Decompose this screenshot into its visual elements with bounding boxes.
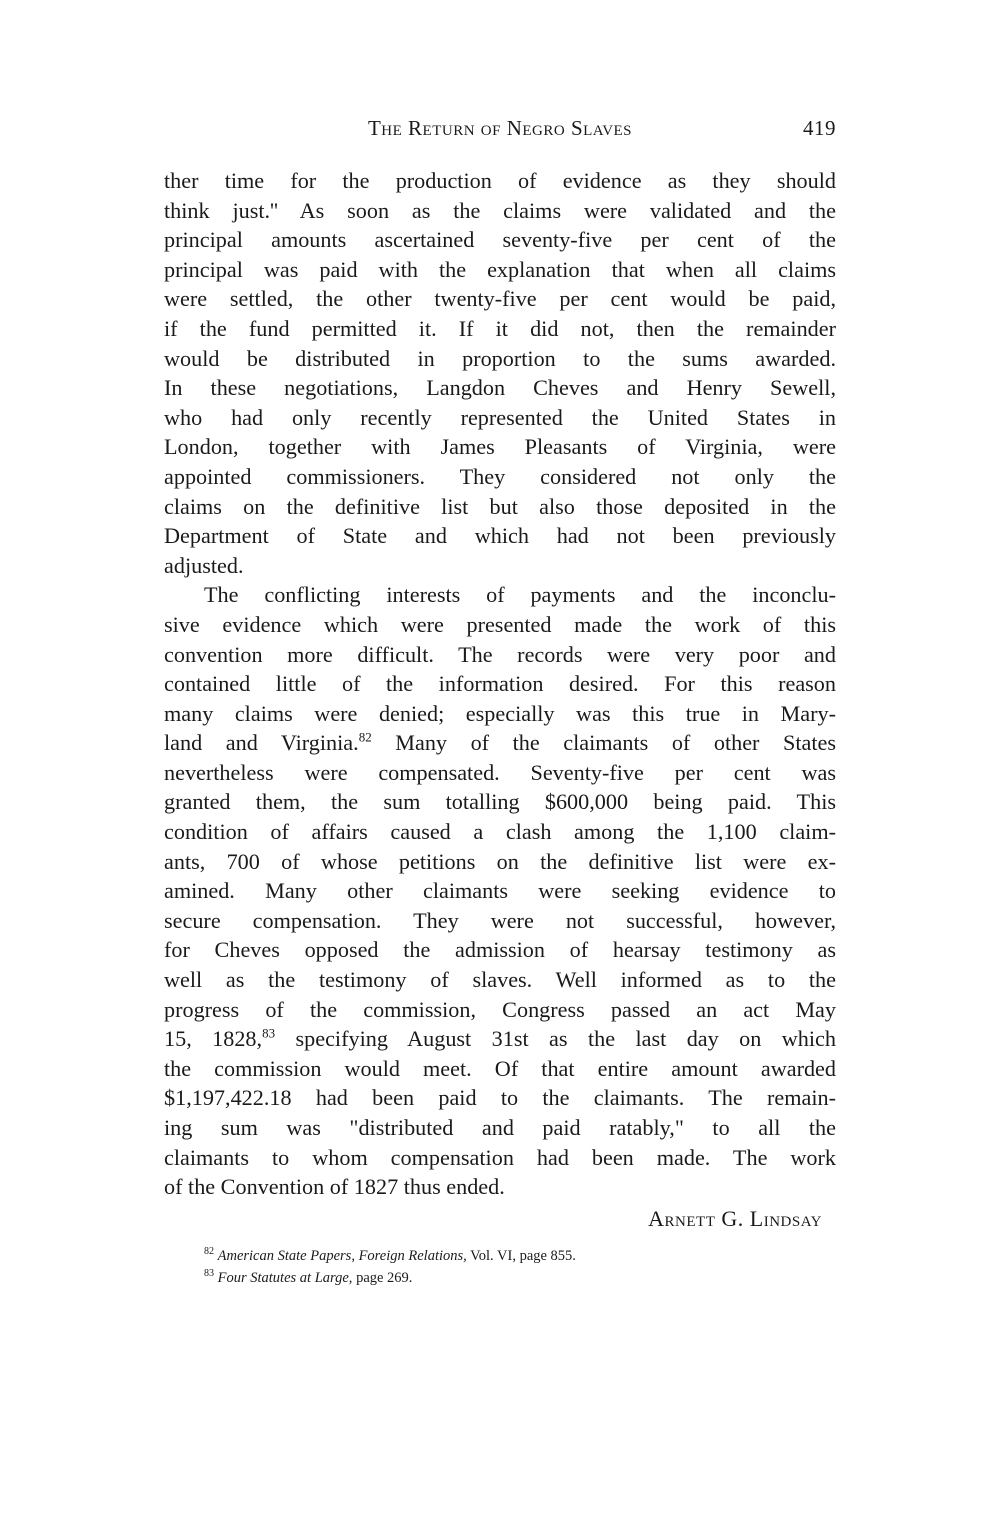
paragraph <box>164 580 836 1201</box>
text-line <box>164 728 836 758</box>
text-line: The conflicting interests of payments and the inconclu- <box>204 582 836 608</box>
text-line: the commission would meet. Of that entire amount awarded <box>164 1055 836 1081</box>
text-line: $1,197,422.18 had been paid to the claimants. The remain- <box>164 1085 836 1111</box>
text-line: sive evidence which were presented made the work of this <box>164 611 836 637</box>
footnote-source: Four Statutes at Large, <box>217 1269 353 1286</box>
text-line: were settled, the other twenty-five per cent would be paid, <box>164 286 836 312</box>
text-line: appointed commissioners. They considered not only the <box>164 463 836 489</box>
page-header <box>164 116 836 146</box>
text-line: condition of affairs caused a clash among the 1,100 claim- <box>164 819 836 845</box>
author-signature: Arnett G. Lindsay <box>648 1205 822 1231</box>
page-number: 419 <box>803 116 836 140</box>
text-line: principal amounts ascertained seventy-five per cent of the <box>164 227 836 253</box>
footnote-mark: 82 <box>204 1246 214 1257</box>
text-line: ing sum was "distributed and paid ratably," to all the <box>164 1115 836 1140</box>
text-line: for Cheves opposed the admission of hearsay testimony as <box>164 937 836 963</box>
text-line: granted them, the sum totalling $600,000 being paid. This <box>164 789 836 815</box>
text-line: Department of State and which had not been previously <box>164 523 836 549</box>
running-head: The Return of Negro Slaves <box>367 116 633 140</box>
text-line <box>164 1024 836 1054</box>
text-line: secure compensation. They were not successful, however, <box>164 907 836 933</box>
article-body <box>164 166 836 1234</box>
text-line: London, together with James Pleasants of Virginia, were <box>164 434 836 460</box>
text-line: amined. Many other claimants were seeking evidence to <box>164 878 836 904</box>
footnote <box>204 1241 824 1263</box>
text-line: ants, 700 of whose petitions on the definitive list were ex- <box>164 848 836 874</box>
text-line: principal was paid with the explanation that when all claims <box>164 256 836 282</box>
text-line: contained little of the information desired. For this reason <box>164 671 836 697</box>
text-line: claimants to whom compensation had been made. The work <box>164 1144 836 1170</box>
footnote-text: page 269. <box>352 1269 413 1286</box>
text-run: land and Virginia. <box>164 730 359 756</box>
text-run: Many of the claimants of other States <box>371 730 837 756</box>
footnote <box>204 1263 824 1285</box>
text-line: convention more difficult. The records were very poor and <box>164 641 836 667</box>
paragraph <box>164 166 836 580</box>
footnote-source: American State Papers, Foreign Relations, <box>217 1247 467 1264</box>
text-line: of the Convention of 1827 thus ended. <box>164 1174 505 1200</box>
text-line: who had only recently represented the United States in <box>164 404 836 430</box>
text-line: would be distributed in proportion to the sums awarded. <box>164 345 836 371</box>
footnote-reference: 82 <box>358 729 372 745</box>
text-line: nevertheless were compensated. Seventy-five per cent was <box>164 759 836 785</box>
text-line: well as the testimony of slaves. Well informed as to the <box>164 967 836 993</box>
text-line: progress of the commission, Congress passed an act May <box>164 996 836 1022</box>
text-run: specifying August 31st as the last day on which <box>275 1026 836 1052</box>
footnote-reference: 83 <box>262 1025 276 1041</box>
text-line: adjusted. <box>164 552 244 578</box>
footnote-text: Vol. VI, page 855. <box>466 1247 576 1264</box>
text-line: In these negotiations, Langdon Cheves and Henry Sewell, <box>164 375 836 401</box>
text-line: many claims were denied; especially was this true in Mary- <box>164 700 836 726</box>
footnotes <box>204 1241 824 1285</box>
text-line: ther time for the production of evidence as they should <box>164 168 836 193</box>
footnote-mark: 83 <box>204 1268 214 1279</box>
text-line: claims on the definitive list but also those deposited in the <box>164 493 836 519</box>
text-line: think just.'' As soon as the claims were validated and the <box>164 197 836 223</box>
text-run: 15, 1828, <box>164 1026 263 1052</box>
text-line: if the fund permitted it. If it did not, then the remainder <box>164 315 836 341</box>
